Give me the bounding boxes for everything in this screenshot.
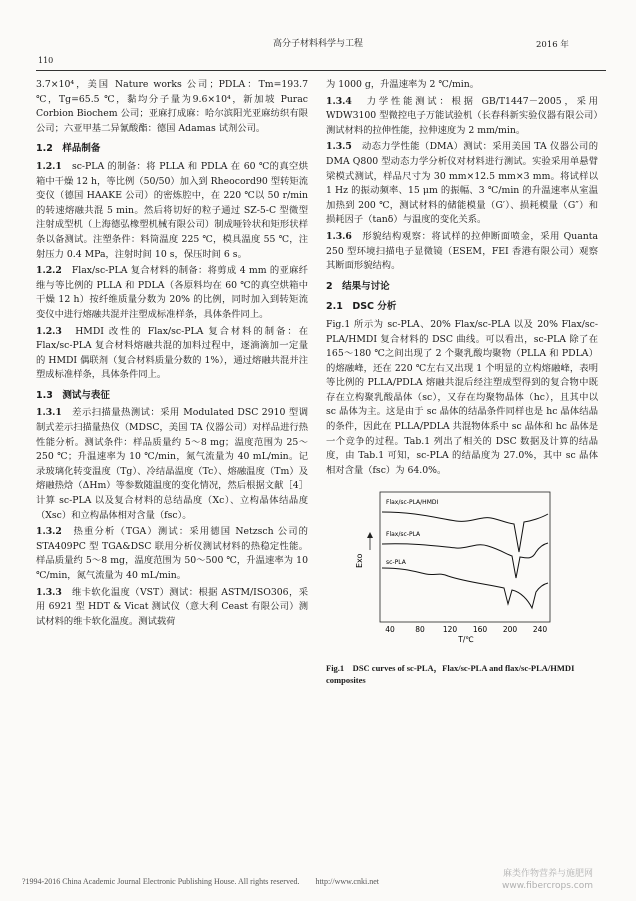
curve-label-sc-pla: sc-PLA <box>386 559 406 567</box>
subsection-number: 1.3.3 <box>36 586 62 598</box>
text: Flax/sc-PLA 复合材料的制备：将剪成 4 mm 的亚麻纤维与等比例的 PLLA 和 PDLA（各原料均在 60 ℃的真空烘箱中干燥 12 h）按纤维质量分数为 20% 的比例，同时加入到转矩流变仪中进行熔融共混并注塑成标准样条，具体条件同上。 <box>36 265 308 320</box>
subsection-number: 1.2.1 <box>36 160 62 172</box>
journal-title: 高分子材料科学与工程 <box>272 39 363 49</box>
paragraph <box>326 318 598 479</box>
text: 为 1000 g，升温速率为 2 ℃/min。 <box>326 79 480 90</box>
paragraph <box>326 230 598 274</box>
exo-arrowhead <box>367 532 373 538</box>
paragraph <box>36 586 308 630</box>
text: 1.2 样品制备 <box>36 143 101 155</box>
plot-frame <box>380 492 550 622</box>
text: 维卡软化温度（VST）测试：根据 ASTM/ISO306，采用 6921 型 HDT & Vicat 测试仪（意大利 Ceast 有限公司）测试材料的维卡软化温度。测试载荷 <box>36 586 308 627</box>
section-heading <box>326 280 598 295</box>
curve-label-flax: Flax/sc-PLA <box>386 531 421 539</box>
section-heading <box>36 389 308 404</box>
paragraph <box>326 78 598 93</box>
curve-label-hmdi: Flax/sc-PLA/HMDI <box>386 499 439 507</box>
right-column <box>326 78 598 686</box>
text: 力学性能测试：根据 GB/T1447－2005，采用 WDW3100 型微控电子万能试验机（长春科新实验仪器有限公司）测试材料的拉伸性能，拉伸速度为 2 mm/min。 <box>326 95 598 136</box>
subsection-number: 1.3.4 <box>326 95 352 107</box>
paragraph <box>36 525 308 583</box>
subsection-number: 1.2.2 <box>36 265 62 277</box>
text: 3.7×10⁴，美国 Nature works 公司；PDLA：Tm=193.7 ℃，Tg=65.5 ℃，黏均分子量为9.6×10⁴，新加坡 Purac Corbion Biochem 公司；亚麻打成麻：哈尔滨阳光亚麻纺织有限公司；六亚甲基二异氰酸酯：德国 Adamas 试剂公司。 <box>36 79 308 134</box>
text: 差示扫描量热测试：采用 Modulated DSC 2910 型调制式差示扫描量热仪（MDSC，美国 TA 仪器公司）对样品进行热性能分析。测试条件：样品质量约 5～8 mg；温度范围为 25～250 ℃；升温速率为 10 ℃/min，氮气流量为 40 mL/min。记录玻璃化转变温度（Tg）、冷结晶温度（Tc）、熔融温度（Tm）及熔融热焓（ΔHm）等参数随温度的变化情况，然后根据文献［4］计算 sc-PLA 以及复合材料的总结晶度（Xc）、立构晶体结晶度（Xsc）和立构晶体相对含量（fsc）。 <box>36 407 308 521</box>
x-tick: 160 <box>472 625 488 635</box>
text: Fig.1 所示为 sc-PLA、20% Flax/sc-PLA 以及 20% Flax/sc-PLA/HMDI 复合材料的 DSC 曲线。可以看出，sc-PLA 除了在 165～180 ℃之间出现了 2 个聚乳酸均聚物（PLLA 和 PDLA）的熔融峰，还在 220 ℃左右又出现 1 个明显的立构熔融峰，表明等比例的 PLLA/PDLA 熔融共混后经注塑成型得到的复合物中既存在立构聚乳酸晶体（sc），又存在均聚物晶体（hc），且其中以 sc 晶体为主。这是由于 sc 晶体的结晶条件同样也是 hc 晶体结晶的条件，因此在 PLLA/PDLA 共混物体系中 sc 晶体和 hc 晶体是一个竞争的过程。Tab.1 列出了相关的 DSC 数据及计算的结晶度，由 Tab.1 可知，sc-PLA 的结晶度为 27.0%，其中 sc 晶体相对含量（fsc）为 64.0%。 <box>326 318 598 476</box>
paragraph <box>36 264 308 322</box>
header-rule <box>36 70 606 71</box>
left-column <box>36 78 308 631</box>
watermark <box>502 868 593 892</box>
subsection-number: 1.3.5 <box>326 141 352 153</box>
curve-sc-pla <box>382 568 548 608</box>
x-tick: 120 <box>442 625 458 635</box>
section-heading <box>36 142 308 157</box>
paragraph <box>36 325 308 383</box>
paragraph <box>36 406 308 523</box>
subsection-number: 1.2.3 <box>36 325 62 337</box>
text: 热重分析（TGA）测试：采用德国 Netzsch 公司的 STA409PC 型 TGA&DSC 联用分析仪测试材料的热稳定性能。样品质量约 5～8 mg，温度范围为 50～500 ℃，升温速率为 10 ℃/min，氮气流量为 40 mL/min。 <box>36 526 308 581</box>
text: 2 结果与讨论 <box>326 280 390 292</box>
curve-flax-sc-pla <box>382 543 548 578</box>
subsection-number: 1.3.1 <box>36 407 62 419</box>
figure-caption: Fig.1 DSC curves of sc-PLA，Flax/sc-PLA and flax/sc-PLA/HMDI composites <box>326 663 575 686</box>
x-tick: 240 <box>532 625 548 635</box>
paragraph <box>326 140 598 228</box>
subsection-number: 1.3.2 <box>36 526 62 538</box>
journal-year: 2016 年 <box>536 40 569 50</box>
text: sc-PLA 的制备：将 PLLA 和 PDLA 在 60 ℃的真空烘箱中干燥 12 h，等比例（50/50）加入到 Rheocord90 型转矩流变仪（德国 HAAKE 公司）的密炼腔中，在 220 ℃以 50 r/min 的转速熔融共混 5 min。然后将切好的粒子通过 SZ-5-C 型微型注射成型机（上海德弘橡塑机械有限公司）制成哑铃状和矩形状样条以备测试。注塑条件：料筒温度 225 ℃，模具温度 55 ℃，注射压力 0.4 MPa，注射时间 10 s，保压时间 6 s。 <box>36 160 308 260</box>
paragraph <box>36 78 308 136</box>
page-number: 110 <box>38 56 54 65</box>
paragraph <box>36 160 308 262</box>
text: HMDI 改性的 Flax/sc-PLA 复合材料的制备：在 Flax/sc-PLA 复合材料熔融共混的加料过程中，逐滴滴加一定量的 HMDI 偶联剂（复合材料质量分数的 1%），通过熔融共混并注塑成标准样条，具体条件同上。 <box>36 325 308 381</box>
subsection-number: 1.3.6 <box>326 230 352 242</box>
text: 2.1 DSC 分析 <box>326 301 397 313</box>
text: 动态力学性能（DMA）测试：采用美国 TA 仪器公司的 DMA Q800 型动态力学分析仪对材料进行测试。实验采用单悬臂梁模式测试，样品尺寸为 30 mm×12.5 mm×3 mm。将试样以 1 Hz 的振动频率、15 μm 的振幅、3 ℃/min 的升温速率从室温加热到 200 ℃，测试材料的储能模量（G′）、损耗模量（G″）和损耗因子（tanδ）与温度的变化关系。 <box>326 141 598 226</box>
x-tick: 200 <box>502 625 518 635</box>
text: 1.3 测试与表征 <box>36 389 110 401</box>
y-axis-label: Exo <box>355 554 364 569</box>
x-tick: 40 <box>385 625 395 635</box>
section-heading <box>326 300 598 315</box>
copyright-footer: ?1994-2016 China Academic Journal Electronic Publishing House. All rights reserved. http://www.cnki.net <box>22 877 379 886</box>
dsc-plot <box>356 488 556 643</box>
x-tick: 80 <box>415 625 425 635</box>
dsc-figure <box>326 488 598 658</box>
text: 形貌结构观察：将试样的拉伸断面喷金，采用 Quanta 250 型环境扫描电子显微镜（ESEM，FEI 香港有限公司）观察其断面形貌结构。 <box>326 230 598 272</box>
right-column-text <box>326 78 598 478</box>
watermark-text: 麻类作物营养与施肥网 www.fibercrops.com <box>502 869 593 891</box>
paragraph <box>326 95 598 139</box>
x-axis-label: T/℃ <box>458 635 474 645</box>
